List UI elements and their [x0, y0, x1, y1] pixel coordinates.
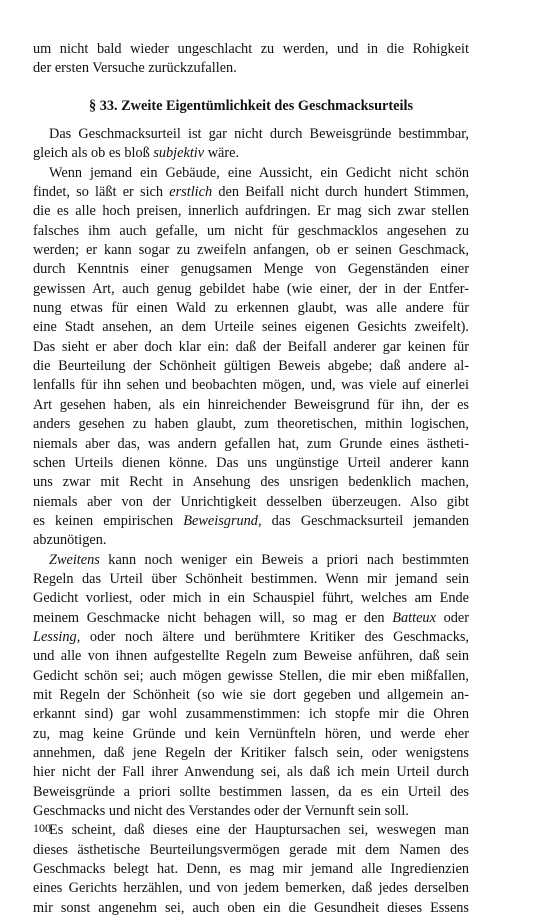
text-run: eines Gerichts herzählen, und von jedem bemerken, daß jedes derselben — [33, 880, 469, 897]
text-run: die Beurteilung der Schönheit gültigen Beweis abgebe; daß andere al- — [33, 358, 469, 375]
text-line — [33, 802, 469, 821]
text-line — [33, 280, 469, 299]
text-run: den Beifall nicht durch hundert Stimmen, — [212, 184, 469, 201]
text-line — [33, 686, 469, 705]
text-line — [33, 318, 469, 337]
text-run: Gedicht schön sei; auch mögen gewisse Stellen, die mir eben mißfallen, — [33, 667, 469, 684]
text-line — [33, 841, 469, 860]
italic-term: Beweisgrund — [183, 512, 258, 529]
text-line — [33, 570, 469, 589]
text-line — [33, 725, 469, 744]
text-run: niemals aber von der Unrichtigkeit desselben überzeugen. Also gibt — [33, 493, 469, 510]
text-run: niemals aber das, was andern gefallen hat, zum Grunde eines ästheti- — [33, 435, 469, 452]
text-run: es keinen empirischen — [33, 512, 184, 529]
text-line — [33, 260, 469, 279]
text-line — [33, 531, 469, 550]
text-run: werden; er kann sogar zu zweifeln anfangen, ob er seinen Geschmack, — [33, 242, 469, 259]
text-line — [33, 899, 469, 918]
text-line — [33, 164, 469, 183]
text-run: Beweisgründe a priori sollte bestimmen lassen, da es ein Urteil des — [33, 783, 469, 800]
text-run: , das Geschmacksurteil jemanden — [257, 512, 469, 529]
text-line — [33, 763, 469, 782]
text-run: Geschmacks belegt hat. Denn, es mag mir jemand alle Ingredienzien — [33, 861, 469, 878]
text-run: Das Geschmacksurteil ist gar nicht durch Beweisgründe bestimmbar, — [49, 126, 469, 142]
italic-term: subjektiv — [153, 145, 205, 162]
text-run: Das sieht er aber doch klar ein: daß der Beifall anderer gar keinen für — [33, 338, 469, 355]
text-line — [33, 396, 469, 415]
text-run: und alle von ihnen aufgestellte Regeln zum Beweise anführen, daß sein — [33, 648, 469, 665]
text-run: uns zwar mit Recht in Ansehung des unsrigen bedenklich machen, — [33, 474, 469, 491]
intro-paragraph — [33, 40, 469, 79]
italic-term: erstlich — [169, 184, 213, 201]
text-run: dieses ästhetische Beurteilungsvermögen gerade mit dem Namen des — [33, 841, 469, 858]
page-number: 100 — [33, 821, 51, 835]
text-run: Wenn jemand ein Gebäude, eine Aussicht, ein Gedicht nicht schön — [49, 164, 469, 181]
text-run: durch Kenntnis einer genugsamen Menge von Gegenständen einer — [33, 261, 469, 278]
text-line — [33, 609, 469, 628]
italic-term: Batteux — [392, 609, 436, 626]
section-heading: § 33. Zweite Eigentümlichkeit des Geschmacksurteils — [88, 98, 414, 114]
text-run: erkannt sind) gar wohl zusammenstimmen: ich stopfe mir die Ohren — [33, 706, 469, 723]
text-line — [33, 415, 469, 434]
body-text — [33, 125, 469, 918]
text-run: Regeln das Urteil über Schönheit bestimmen. Wenn mir jemand sein — [33, 570, 469, 587]
text-run: Geschmacks und nicht des Verstandes oder der Vernunft sein soll. — [33, 803, 409, 820]
text-line — [33, 628, 469, 647]
text-run: eine Stadt ansehen, an dem Urteile seines eigenen Gesichts zweifelt). — [33, 319, 469, 336]
text-line — [33, 202, 469, 221]
text-line — [33, 357, 469, 376]
text-line — [33, 473, 469, 492]
text-line — [33, 241, 469, 260]
text-line — [33, 376, 469, 395]
text-run: findet, so läßt er sich — [33, 184, 170, 201]
text-line — [33, 338, 469, 357]
text-run: gewissen Art, auch genug gebildet habe (wie einer, der in der Entfer- — [33, 280, 469, 297]
text-run: Gedicht vorliest, oder mich in ein Schauspiel führt, welches am Ende — [33, 590, 469, 607]
text-line — [33, 435, 469, 454]
text-run: meinem Geschmacke nicht behagen will, so mag er den — [33, 609, 393, 626]
text-line: der ersten Versuche zurückzufallen. — [33, 60, 237, 77]
text-run: zu, mag keine Gründe und kein Vernünfteln hören, und werde eher — [33, 725, 469, 742]
text-run: oder — [435, 609, 469, 626]
text-line — [33, 512, 469, 531]
text-line — [33, 551, 469, 570]
text-run: falsches ihm auch gefalle, um nicht für geschmacklos angesehen zu — [33, 222, 469, 239]
text-run: Es scheint, daß dieses eine der Hauptursachen sei, weswegen man — [49, 822, 469, 839]
text-line — [33, 647, 469, 666]
text-line — [33, 299, 469, 318]
text-line — [33, 783, 469, 802]
text-line: um nicht bald wieder ungeschlacht zu werden, und in die Rohigkeit — [33, 41, 469, 57]
text-line — [33, 144, 469, 163]
text-run: annehmen, daß jene Regeln der Kritiker falsch sein, oder wenigstens — [33, 745, 469, 761]
italic-term: Lessing — [33, 628, 77, 645]
text-run: nung etwas für einen Wald zu erkennen glaubt, was alle andere für — [33, 300, 469, 317]
text-run: anders gesehen zu haben glaubt, zum theoretischen, mithin logischen, — [33, 416, 469, 433]
text-line — [33, 667, 469, 686]
text-line — [33, 125, 469, 144]
text-line — [33, 705, 469, 724]
text-line — [33, 860, 469, 879]
text-line — [33, 183, 469, 202]
text-run: schen Urteils dienen könne. Das uns ungünstige Urteil anderer kann — [33, 454, 469, 471]
text-run: Art gesehen haben, als ein hinreichender Beweisgrund für ihn, der es — [33, 396, 469, 413]
text-run: kann noch weniger ein Beweis a priori nach bestimmten — [99, 551, 469, 568]
text-line — [33, 454, 469, 473]
text-run: wäre. — [204, 145, 240, 162]
italic-term: Zweitens — [49, 551, 100, 568]
text-run: gleich als ob es bloß — [33, 145, 154, 162]
text-line — [33, 744, 469, 763]
text-line — [33, 589, 469, 608]
text-run: die es alle hoch preisen, innerlich aufdringen. Er mag sich zwar stellen — [33, 203, 469, 220]
text-run: , oder noch ältere und berühmtere Kritiker des Geschmacks, — [76, 628, 469, 645]
text-run: mit Regeln der Schönheit (so wie sie dort gegeben und allgemein an- — [33, 686, 469, 703]
text-run: lenfalls für ihn sehen und beobachten mögen, und, was viele auf einerlei — [33, 377, 469, 394]
text-run: hier nicht der Fall ihrer Anwendung sei, als daß ich mein Urteil durch — [33, 764, 469, 781]
text-run: abzunötigen. — [33, 532, 107, 549]
text-run: mir sonst angenehm sei, auch oben ein die Gesundheit dieses Essens — [33, 899, 469, 916]
text-line — [33, 222, 469, 241]
text-line — [33, 879, 469, 898]
text-line — [33, 493, 469, 512]
text-line — [33, 821, 469, 840]
